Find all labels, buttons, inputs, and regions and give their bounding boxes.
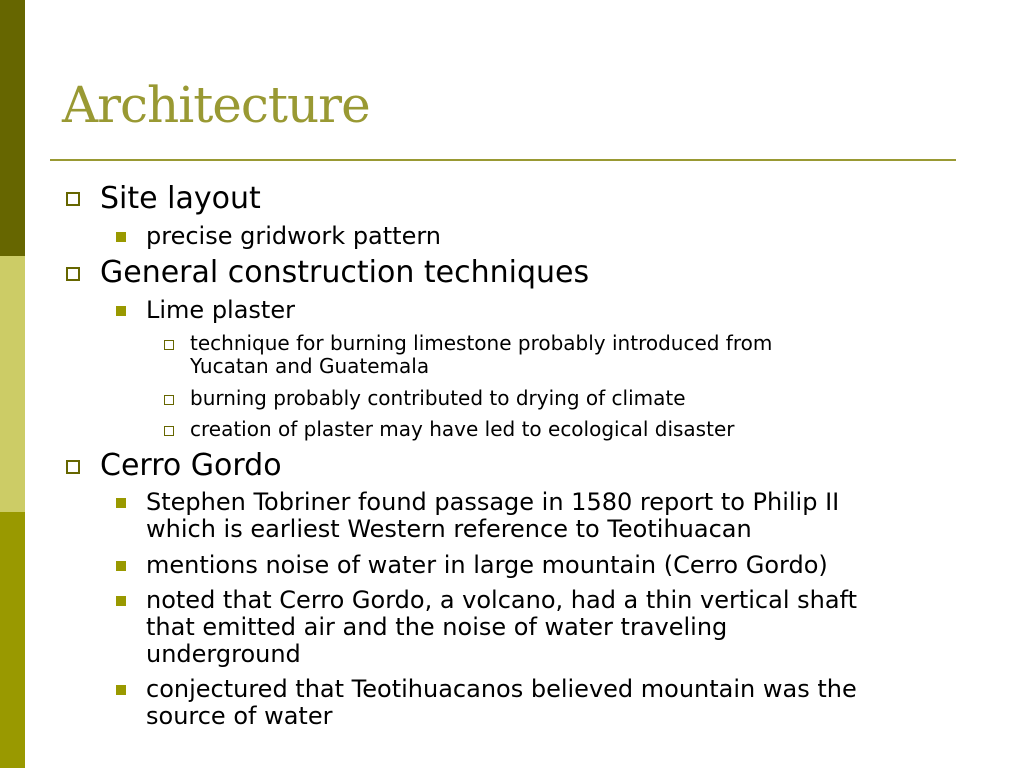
solid-square-bullet-icon	[116, 498, 126, 508]
side-bar-bottom	[0, 512, 25, 768]
bullet-text: Lime plaster	[146, 296, 295, 324]
solid-square-bullet-icon	[116, 561, 126, 571]
hollow-square-bullet-icon	[164, 426, 174, 436]
solid-square-bullet-icon	[116, 306, 126, 316]
hollow-square-bullet-icon	[66, 267, 80, 281]
hollow-square-bullet-icon	[164, 340, 174, 350]
solid-square-bullet-icon	[116, 232, 126, 242]
bullet-text-line-1: noted that Cerro Gordo, a volcano, had a thin vertical shaft	[146, 586, 857, 614]
bullet-text: Cerro Gordo	[100, 448, 282, 483]
solid-square-bullet-icon	[116, 596, 126, 606]
side-bar-middle	[0, 256, 25, 512]
slide-title: Architecture	[62, 76, 370, 134]
side-bar-top	[0, 0, 25, 256]
bullet-text-line-2: source of water	[146, 702, 333, 730]
bullet-text-line-2: that emitted air and the noise of water traveling	[146, 613, 728, 641]
bullet-text-line-2: Yucatan and Guatemala	[190, 354, 430, 378]
bullet-text: precise gridwork pattern	[146, 222, 441, 250]
solid-square-bullet-icon	[116, 685, 126, 695]
bullet-text: creation of plaster may have led to ecological disaster	[190, 417, 735, 441]
hollow-square-bullet-icon	[164, 395, 174, 405]
bullet-text-line-3: underground	[146, 640, 301, 668]
bullet-text-line-1: technique for burning limestone probably introduced from	[190, 331, 773, 355]
title-divider	[50, 159, 956, 161]
bullet-text: Site layout	[100, 181, 261, 216]
bullet-text: mentions noise of water in large mountain (Cerro Gordo)	[146, 551, 828, 579]
bullet-text: burning probably contributed to drying of climate	[190, 386, 686, 410]
bullet-text-line-2: which is earliest Western reference to Teotihuacan	[146, 515, 752, 543]
bullet-text-line-1: Stephen Tobriner found passage in 1580 report to Philip II	[146, 488, 840, 516]
hollow-square-bullet-icon	[66, 460, 80, 474]
bullet-text: General construction techniques	[100, 255, 590, 290]
bullet-text-line-1: conjectured that Teotihuacanos believed mountain was the	[146, 675, 857, 703]
hollow-square-bullet-icon	[66, 192, 80, 206]
